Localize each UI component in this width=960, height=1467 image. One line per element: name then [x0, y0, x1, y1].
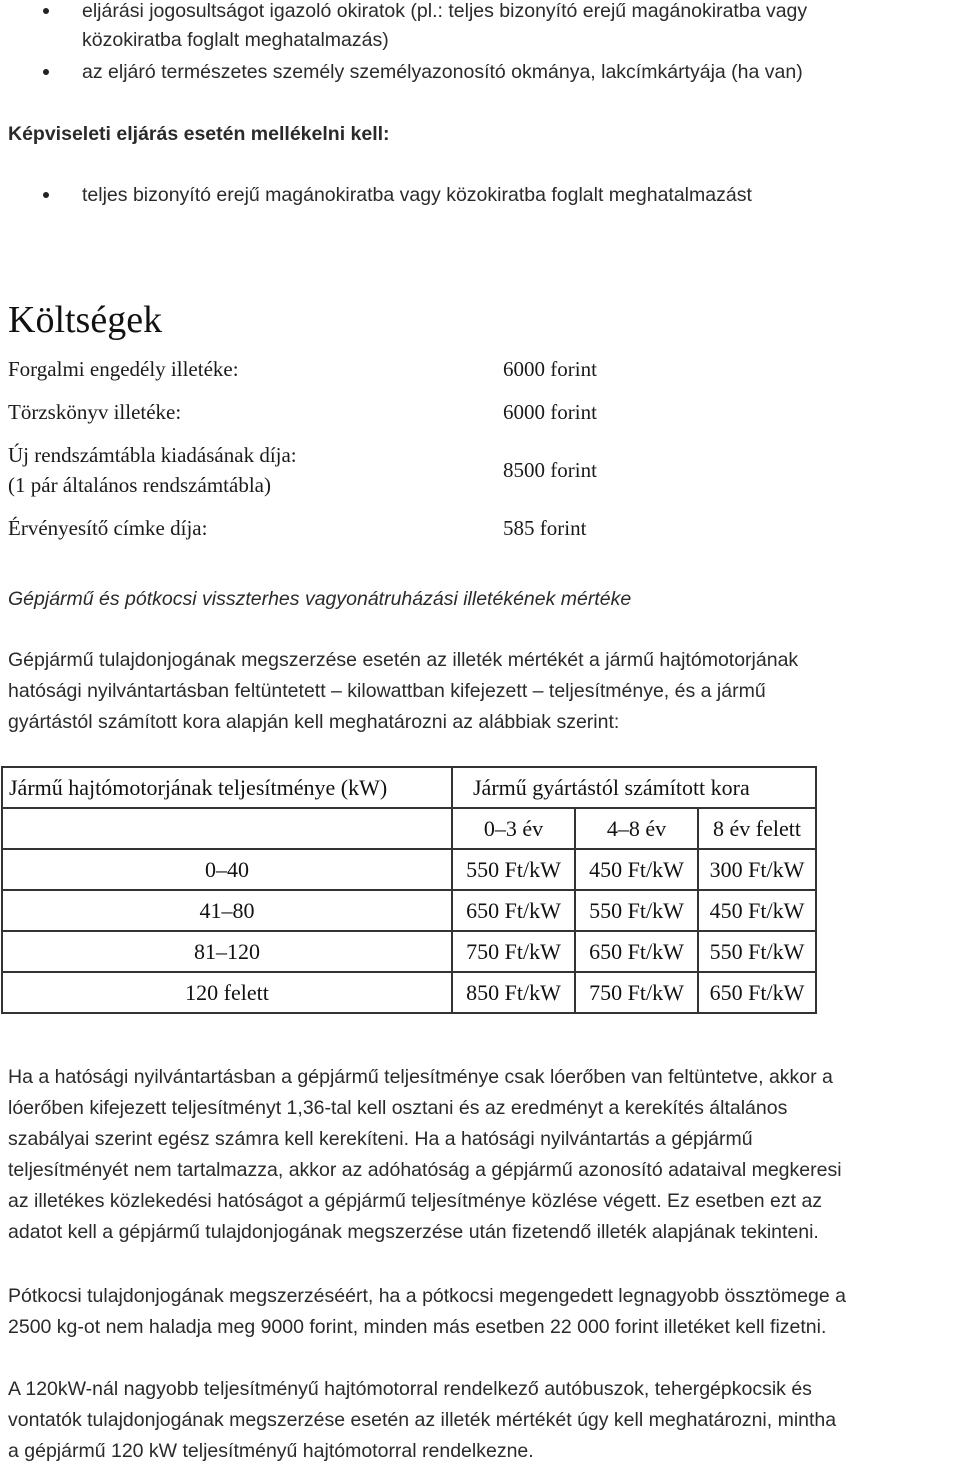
- table-cell-rate: 550 Ft/kW: [698, 931, 816, 972]
- representation-heading: Képviseleti eljárás esetén mellékelni kell:: [8, 123, 390, 145]
- section-subtitle: Gépjármű és pótkocsi visszterhes vagyonátruházási illetékének mértéke: [8, 588, 632, 610]
- body-paragraph: [8, 1062, 842, 1248]
- table-header-power: Jármű hajtómotorjának teljesítménye (kW): [2, 767, 452, 808]
- list-item: [0, 0, 807, 55]
- intro-paragraph: [8, 645, 798, 738]
- bullet-icon: [43, 8, 49, 14]
- table-row: [2, 808, 816, 849]
- table-cell-rate: 850 Ft/kW: [452, 972, 575, 1013]
- paragraph-line: vontatók tulajdonjogának megszerzése esetén az illeték mértékét úgy kell meghatározni, mintha: [8, 1409, 837, 1431]
- list-item: [0, 181, 752, 210]
- paragraph-line: hatósági nyilvántartásban feltüntetett – kilowattban kifejezett – teljesítménye, és a jármű: [8, 680, 766, 702]
- list-item-line: eljárási jogosultságot igazoló okiratok (pl.: teljes bizonyító erejű magánokiratba vagy: [82, 0, 808, 22]
- paragraph-line: Gépjármű tulajdonjogának megszerzése esetén az illeték mértékét a jármű hajtómotorjának: [8, 649, 799, 671]
- paragraph-line: lóerőben kifejezett teljesítményt 1,36-tal kell osztani és az eredményt a kerekítés általános: [8, 1097, 788, 1119]
- paragraph-line: szabályai szerint egész számra kell kerekíteni. Ha a hatósági nyilvántartás a gépjármű: [8, 1128, 753, 1150]
- cost-value: 585 forint: [503, 516, 587, 540]
- table-cell-rate: 650 Ft/kW: [452, 890, 575, 931]
- list-item-line: az eljáró természetes személy személyazonosító okmánya, lakcímkártyája (ha van): [82, 61, 803, 83]
- body-paragraph: [8, 1281, 846, 1343]
- table-cell-rate: 550 Ft/kW: [452, 849, 575, 890]
- table-header-age-group: 8 év felett: [698, 808, 816, 849]
- table-cell-rate: 750 Ft/kW: [575, 972, 698, 1013]
- table-cell-rate: 450 Ft/kW: [575, 849, 698, 890]
- table-cell-power: 120 felett: [2, 972, 452, 1013]
- paragraph-line: teljesítményét nem tartalmazza, akkor az adóhatóság a gépjármű azonosító adataival megkeresi: [8, 1159, 842, 1181]
- table-header-age: Jármű gyártástól számított kora: [452, 767, 816, 808]
- cost-label: Érvényesítő címke díja:: [8, 516, 208, 540]
- paragraph-line: a gépjármű 120 kW teljesítményű hajtómotorral rendelkezne.: [8, 1440, 534, 1462]
- bullet-icon: [43, 192, 49, 198]
- cost-value: 6000 forint: [503, 400, 597, 424]
- table-cell-rate: 550 Ft/kW: [575, 890, 698, 931]
- table-header-age-group: 4–8 év: [575, 808, 698, 849]
- bullet-icon: [43, 69, 49, 75]
- table-row: [2, 890, 816, 931]
- section-title: Költségek: [8, 299, 163, 341]
- table-row: [2, 931, 816, 972]
- rate-table: [1, 766, 817, 1014]
- cost-value: 6000 forint: [503, 357, 597, 381]
- representation-list: [0, 181, 752, 210]
- table-cell-rate: 650 Ft/kW: [575, 931, 698, 972]
- cost-label: Új rendszámtábla kiadásának díja:: [8, 443, 297, 467]
- paragraph-line: az illetékes közlekedési hatóságot a gépjármű teljesítménye közlése végett. Ez esetben ezt az: [8, 1190, 823, 1212]
- table-header-row: [2, 767, 816, 808]
- paragraph-line: Pótkocsi tulajdonjogának megszerzéséért, ha a pótkocsi megengedett legnagyobb össztömege a: [8, 1285, 846, 1307]
- requirements-list: [0, 0, 807, 87]
- paragraph-line: A 120kW-nál nagyobb teljesítményű hajtómotorral rendelkező autóbuszok, tehergépkocsik és: [8, 1378, 812, 1400]
- table-cell-empty: [2, 808, 452, 849]
- cost-label: Törzskönyv illetéke:: [8, 400, 182, 424]
- table-cell-power: 0–40: [2, 849, 452, 890]
- paragraph-line: 2500 kg-ot nem haladja meg 9000 forint, minden más esetben 22 000 forint illetéket kell fizetni.: [8, 1316, 827, 1338]
- table-header-age-group: 0–3 év: [452, 808, 575, 849]
- table-cell-rate: 750 Ft/kW: [452, 931, 575, 972]
- table-row: [2, 972, 816, 1013]
- list-item: [0, 58, 807, 87]
- paragraph-line: gyártástól számított kora alapján kell meghatározni az alábbiak szerint:: [8, 711, 620, 733]
- table-cell-power: 41–80: [2, 890, 452, 931]
- paragraph-line: Ha a hatósági nyilvántartásban a gépjármű teljesítménye csak lóerőben van feltüntetve, akkor a: [8, 1066, 833, 1088]
- cost-value: 8500 forint: [503, 458, 597, 482]
- list-item-line: közokiratba foglalt meghatalmazás): [82, 29, 389, 51]
- table-cell-power: 81–120: [2, 931, 452, 972]
- table-row: [2, 849, 816, 890]
- paragraph-line: adatot kell a gépjármű tulajdonjogának megszerzése után fizetendő illeték alapjának tekinteni.: [8, 1221, 819, 1243]
- cost-label: Forgalmi engedély illetéke:: [8, 357, 239, 381]
- body-paragraph: [8, 1374, 836, 1467]
- table-cell-rate: 450 Ft/kW: [698, 890, 816, 931]
- cost-label-note: (1 pár általános rendszámtábla): [8, 473, 271, 497]
- table-cell-rate: 300 Ft/kW: [698, 849, 816, 890]
- list-item-line: teljes bizonyító erejű magánokiratba vagy közokiratba foglalt meghatalmazást: [82, 184, 752, 206]
- table-cell-rate: 650 Ft/kW: [698, 972, 816, 1013]
